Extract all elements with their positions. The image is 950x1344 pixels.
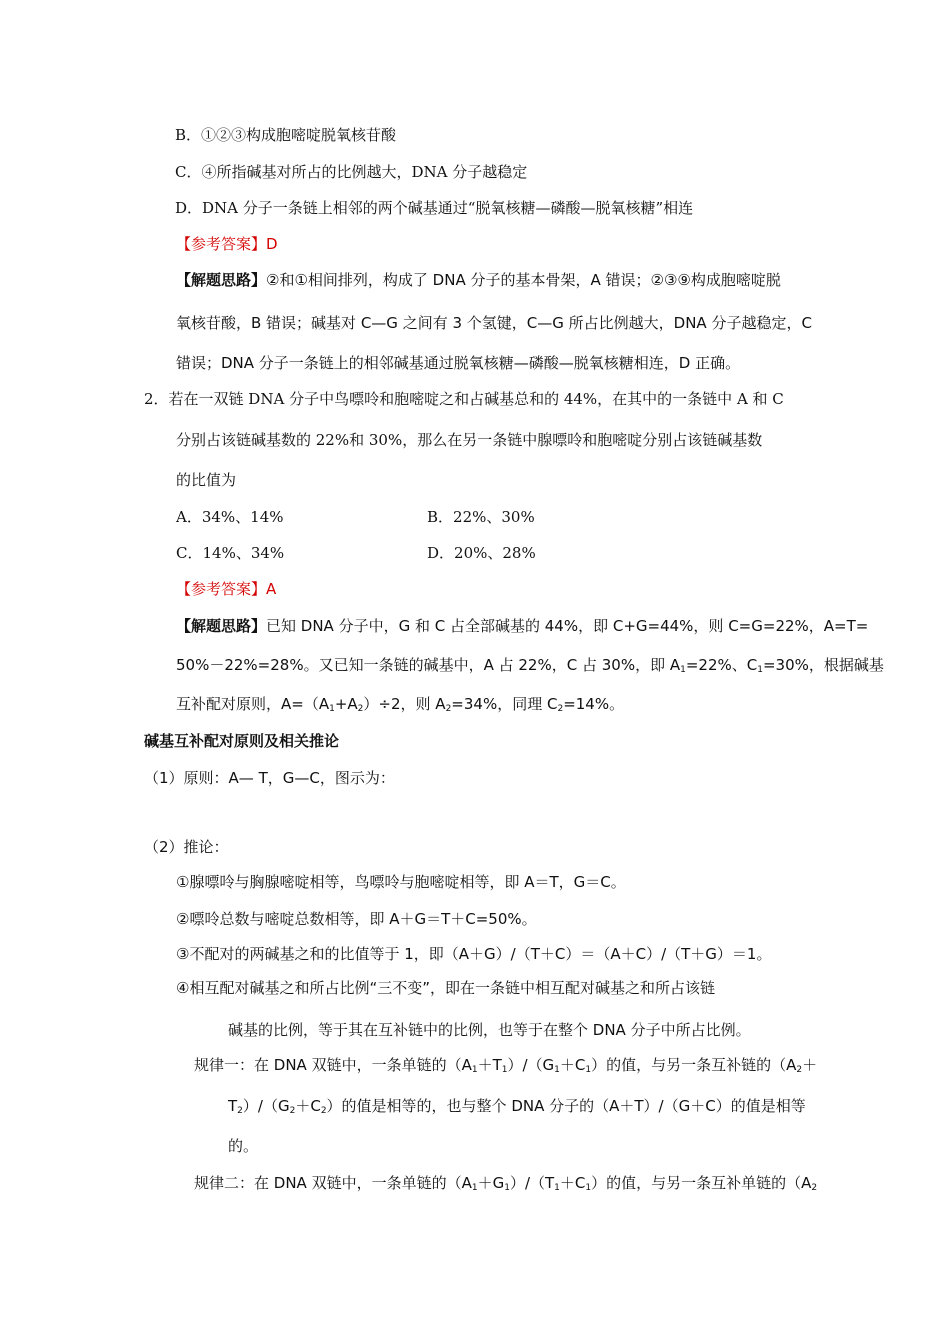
q2-option-c: C．14%、34% (176, 544, 285, 562)
inference-heading: （2）推论： (144, 838, 229, 856)
q2-option-d: D．20%、28% (427, 544, 536, 562)
rule-1-line1: 规律一：在 DNA 双链中，一条单链的$(A_1+T_1)/(G_1+C_1)$的值，与另一条互补链的（$A_2+$ (194, 1056, 818, 1075)
q2-option-a: A．34%、14% (176, 508, 284, 526)
inference-item-4-line1: ④相互配对碱基之和所占比例“三不变”，即在一条链中相互配对碱基之和所占该链 (176, 979, 715, 997)
inference-item-1: ①腺嘌呤与胸腺嘧啶相等，鸟嘌呤与胞嘧啶相等，即 A＝T，G＝C。 (176, 873, 626, 891)
rule-2-line1: 规律二：在 DNA 双链中，一条单链的$(A_1+G_1)/(T_1+C_1)$的值，与另一条互补单链的（$A_2$ (194, 1174, 818, 1193)
q1-explanation-line1: 【解题思路】②和①相间排列，构成了 DNA 分子的基本骨架，A 错误；②③⑨构成胞嘧啶脱 (176, 271, 781, 289)
q1-explanation-line2: 氧核苷酸，B 错误；碱基对 C—G 之间有 3 个氢键，C—G 所占比例越大，DNA 分子越稳定，C (176, 314, 812, 332)
q1-answer: 【参考答案】D (176, 235, 278, 253)
inference-item-3: ③不配对的两碱基之和的比值等于 1，即（A＋G）/（T＋C）＝（A＋C）/（T＋G）＝1。 (176, 945, 772, 963)
q1-explanation-label: 【解题思路】 (176, 271, 267, 289)
inference-item-4-line2: 碱基的比例，等于其在互补链中的比例，也等于在整个 DNA 分子中所占比例。 (228, 1021, 751, 1039)
q1-option-b: B．①②③构成胞嘧啶脱氧核苷酸 (175, 126, 397, 144)
q2-stem-line2: 分别占该链碱基数的 22%和 30%，那么在另一条链中腺嘌呤和胞嘧啶分别占该链碱基数 (176, 431, 763, 449)
q1-option-d: D．DNA 分子一条链上相邻的两个碱基通过“脱氧核糖—磷酸—脱氧核糖”相连 (175, 199, 694, 217)
rule-1-line3: 的。 (228, 1137, 259, 1155)
q2-stem-line1: 2．若在一双链 DNA 分子中鸟嘌呤和胞嘧啶之和占碱基总和的 44%，在其中的一条链中 A 和 C (144, 390, 784, 408)
q2-stem-line3: 的比值为 (176, 471, 237, 489)
q2-explanation-line2: 50%－22%=28%。又已知一条链的碱基中，A 占 22%，C 占 30%，即 $A_1=22\%$、$C_1=30\%$，根据碱基 (176, 656, 884, 675)
principle-line: （1）原则：A— T，G—C，图示为： (144, 769, 395, 787)
q2-option-b: B．22%、30% (427, 508, 535, 526)
q2-explanation-line3: 互补配对原则，$A=(A_1+A_2)\div 2$，则 $A_2=34\%$，同理 $C_2=14\%$。 (176, 695, 625, 714)
q1-explanation-line3: 错误；DNA 分子一条链上的相邻碱基通过脱氧核糖—磷酸—脱氧核糖相连，D 正确。 (176, 354, 741, 372)
q2-explanation-label: 【解题思路】 (176, 617, 267, 635)
q1-option-c: C．④所指碱基对所占的比例越大，DNA 分子越稳定 (175, 163, 528, 181)
q2-explanation-line1: 【解题思路】已知 DNA 分子中，G 和 C 占全部碱基的 44%，即 C+G=44%，则 C=G=22%，A=T= (176, 617, 869, 635)
rule-1-line2: $T_2)/(G_2+C_2)$的值是相等的，也与整个 DNA 分子的（A＋T）/（G＋C）的值是相等 (228, 1097, 806, 1116)
inference-item-2: ②嘌呤总数与嘧啶总数相等，即 A＋G＝T＋C=50%。 (176, 910, 537, 928)
q2-answer: 【参考答案】A (176, 580, 277, 598)
section-title: 碱基互补配对原则及相关推论 (144, 732, 340, 750)
